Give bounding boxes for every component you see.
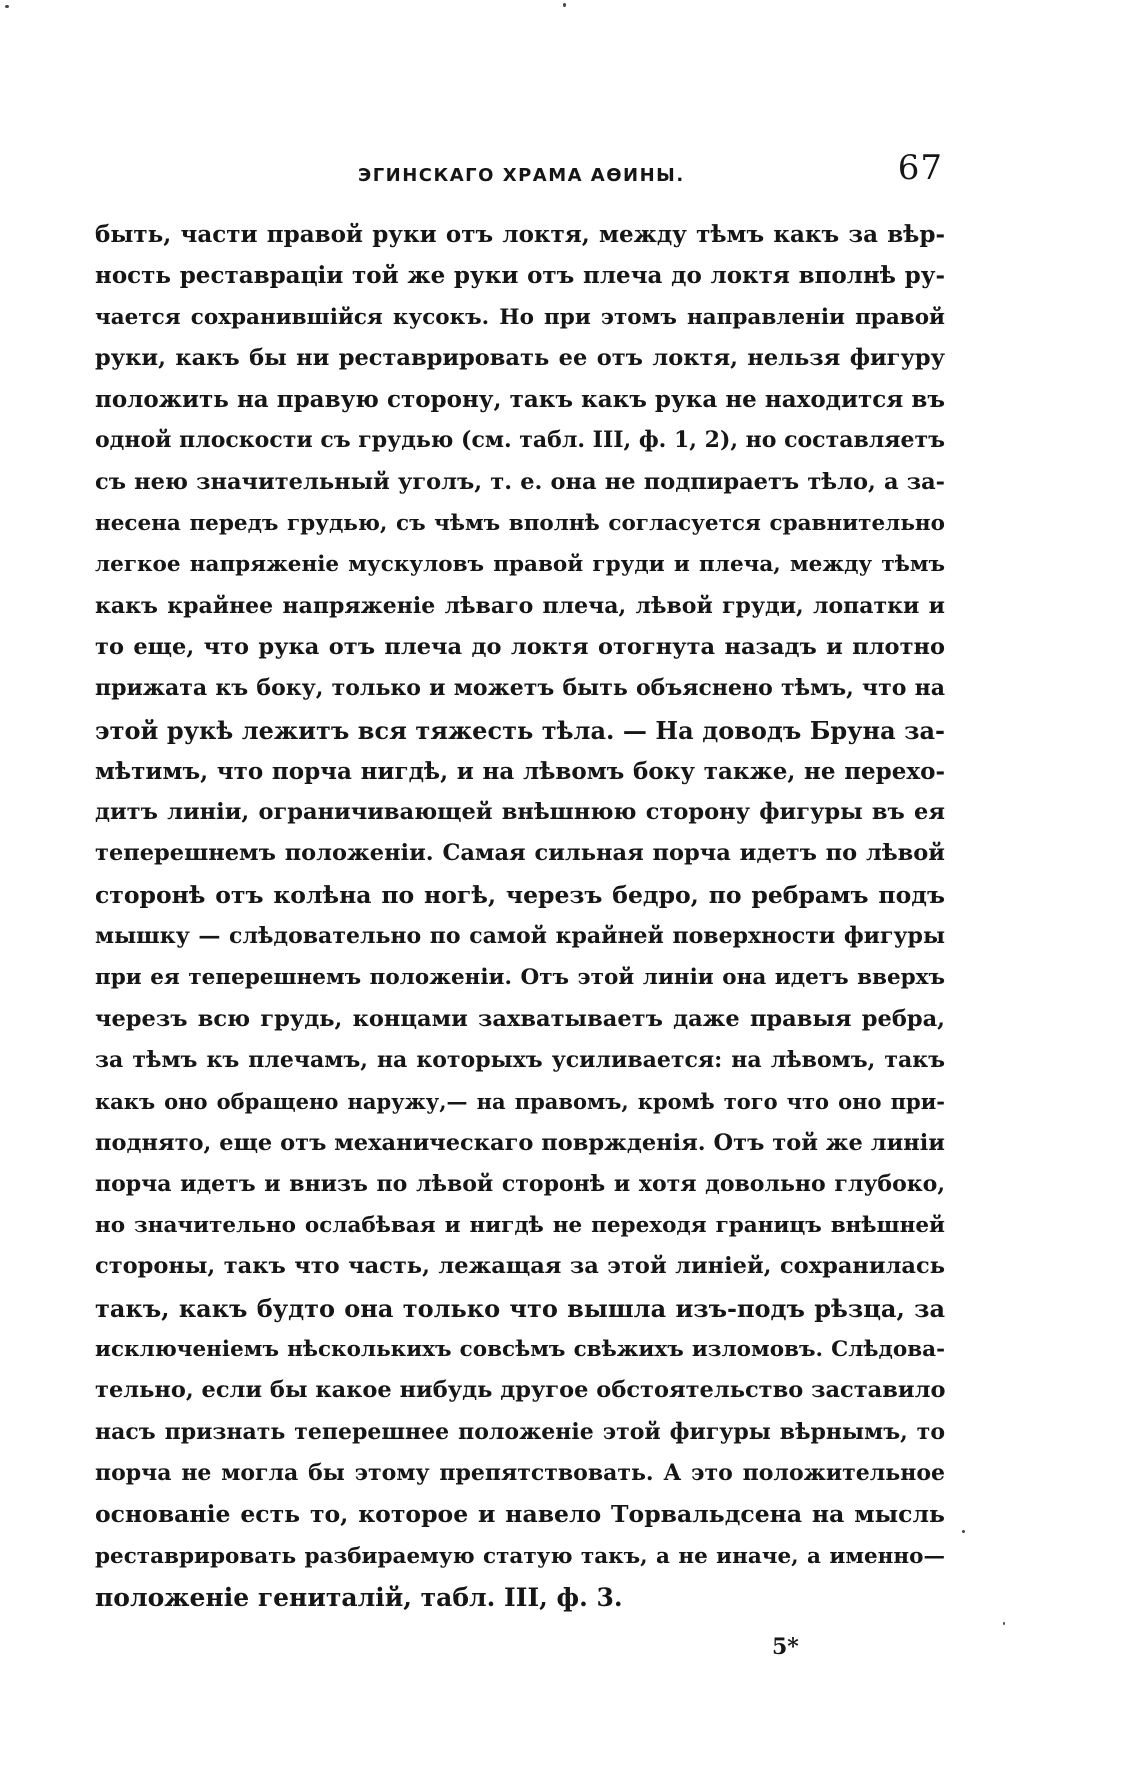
scan-speck	[962, 1530, 965, 1533]
text-line: съ нею значительный уголъ, т. е. она не подпираетъ тѣло, а за-	[95, 468, 945, 495]
text-line: исключеніемъ нѣсколькихъ совсѣмъ свѣжихъ изломовъ. Слѣдова-	[95, 1337, 945, 1363]
text-line: дитъ линіи, ограничивающей внѣшнюю сторону фигуры въ ея	[95, 799, 945, 826]
text-line: ность реставраціи той же руки отъ плеча до локтя вполнѣ ру-	[95, 262, 945, 290]
text-line: тельно, если бы какое нибудь другое обстоятельство заставило	[95, 1377, 945, 1404]
text-line: руки, какъ бы ни реставрировать ее отъ локтя, нельзя фигуру	[95, 344, 945, 371]
text-line: какъ крайнее напряженіе лѣваго плеча, лѣвой груди, лопатки и	[95, 592, 945, 619]
text-line: положеніе гениталій, табл. III, ф. 3.	[95, 1582, 623, 1612]
text-line: такъ, какъ будто она только что вышла изъ-подъ рѣзца, за	[95, 1293, 945, 1323]
text-line: быть, части правой руки отъ локтя, между тѣмъ какъ за вѣр-	[95, 221, 945, 248]
text-line: мѣтимъ, что порча нигдѣ, и на лѣвомъ боку также, не перехо-	[95, 757, 945, 785]
scan-speck	[563, 3, 566, 7]
text-line: чается сохранившійся кусокъ. Но при этомъ направленіи правой	[95, 304, 945, 330]
text-line: при ея теперешнемъ положеніи. Отъ этой линіи она идетъ вверхъ	[95, 965, 945, 991]
text-line: мышку — слѣдовательно по самой крайней поверхности фигуры	[95, 923, 945, 950]
text-line: прижата къ боку, только и можетъ быть объяснено тѣмъ, что на	[95, 675, 945, 702]
text-line: за тѣмъ къ плечамъ, на которыхъ усиливается: на лѣвомъ, такъ	[95, 1046, 945, 1073]
text-line: стороны, такъ что часть, лежащая за этой линіей, сохранилась	[95, 1253, 945, 1280]
text-line: положить на правую сторону, такъ какъ рука не находится въ	[95, 386, 945, 414]
text-line: одной плоскости съ грудью (см. табл. III, ф. 1, 2), но составляетъ	[95, 427, 945, 454]
text-line: то еще, что рука отъ плеча до локтя отогнута назадъ и плотно	[95, 633, 945, 660]
text-line: этой рукѣ лежитъ вся тяжесть тѣла. — На доводъ Бруна за-	[95, 715, 945, 745]
text-line: основаніе есть то, которое и навело Торвальдсена на мысль	[95, 1500, 945, 1529]
running-title: ЭГИНСКАГО ХРАМА АѲИНЫ.	[358, 165, 685, 186]
scan-speck	[1003, 1622, 1005, 1625]
text-line: поднято, еще отъ механическаго повржденія. Отъ той же линіи	[95, 1129, 945, 1156]
text-line: порча идетъ и внизъ по лѣвой сторонѣ и хотя довольно глубоко,	[95, 1170, 945, 1197]
scan-speck	[5, 5, 9, 8]
text-line: но значительно ослабѣвая и нигдѣ не переходя границъ внѣшней	[95, 1213, 945, 1239]
body-text	[95, 214, 945, 1618]
text-line: сторонѣ отъ колѣна по ногѣ, черезъ бедро, по ребрамъ подъ	[95, 880, 945, 909]
signature-mark: 5*	[772, 1634, 799, 1660]
page-number: 67	[897, 148, 943, 188]
text-line: легкое напряженіе мускуловъ правой груди и плеча, между тѣмъ	[95, 552, 945, 578]
text-line: черезъ всю грудь, концами захватываетъ даже правыя ребра,	[95, 1005, 945, 1032]
text-line: насъ признать теперешнее положеніе этой фигуры вѣрнымъ, то	[95, 1418, 945, 1445]
text-line: реставрировать разбираемую статую такъ, а не иначе, а именно—	[95, 1543, 945, 1569]
text-line: порча не могла бы этому препятствовать. А это положительное	[95, 1459, 945, 1486]
text-line: теперешнемъ положеніи. Самая сильная порча идетъ по лѣвой	[95, 840, 945, 867]
text-line: какъ оно обращено наружу,— на правомъ, кромѣ того что оно при-	[95, 1089, 945, 1115]
text-line: несена передъ грудью, съ чѣмъ вполнѣ согласуется сравнительно	[95, 511, 945, 537]
page-header	[95, 148, 945, 198]
